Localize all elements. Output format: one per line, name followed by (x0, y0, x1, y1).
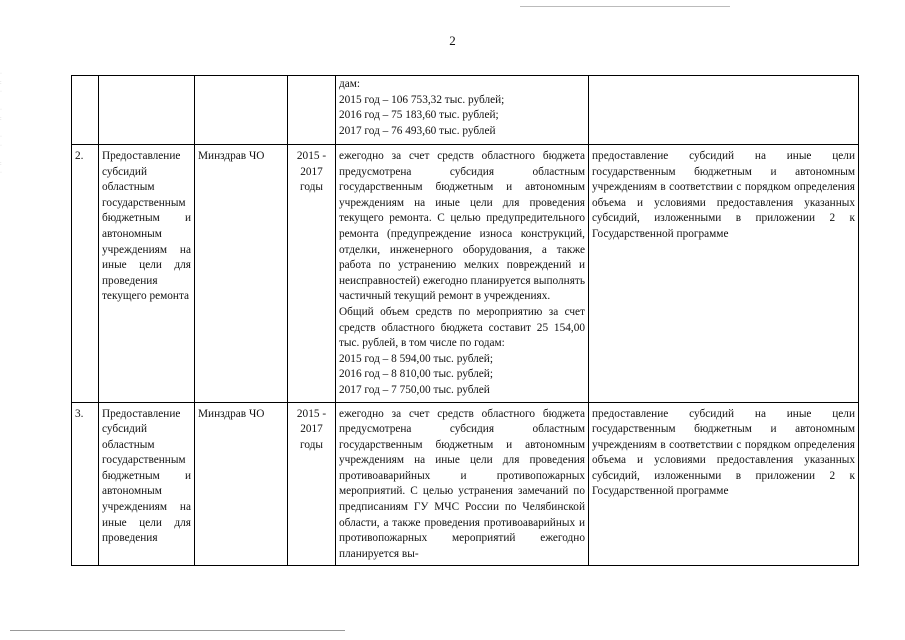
continuation-line: 2017 год – 76 493,60 тыс. рублей (339, 124, 496, 137)
table-row (72, 145, 859, 403)
expected-result: предоставление субсидий на иные цели государственным бюджетным и автономным учреждениям в соответствии с порядком определения объема и условиями предоставления указанных субсидий, изложенными в приложении 2 к Государственной программе (589, 145, 859, 403)
description-cell (336, 76, 589, 145)
table-row (72, 402, 859, 566)
table-row-continuation (72, 76, 859, 145)
period: 2015 - 2017 годы (288, 145, 336, 403)
result-cell (589, 76, 859, 145)
years-cell (288, 76, 336, 145)
description-text: ежегодно за счет средств областного бюджета предусмотрена субсидия областным государственным бюджетным и автономным учреждениям на иные цели для проведения текущего ремонта. С целью предупредительного ремонта (предупреждение износа конструкций, отделки, инженерного оборудования, а также работа по устранению мелких повреждений и неисправностей) ежегодно планируется выполнять частичный текущий ремонт в учреждениях. (339, 150, 585, 303)
period: 2015 - 2017 годы (288, 402, 336, 566)
scan-top-rule (520, 6, 730, 7)
executor: Минздрав ЧО (195, 145, 288, 403)
year-amount: 2017 год – 7 750,00 тыс. рублей (339, 383, 490, 396)
executor-cell (195, 76, 288, 145)
total-text: Общий объем средств по мероприятию за счет средств областного бюджета составит 25 154,00 тыс. рублей, в том числе по годам: (339, 305, 585, 350)
description-text: ежегодно за счет средств областного бюджета предусмотрена субсидия областным государственным бюджетным и автономным учреждениям на иные цели для проведения противоаварийных и противопожарных мероприятий. С целью устранения замечаний по предписаниям ГУ МЧС России по Челябинской области, а также проведения противоаварийных и противопожарных мероприятий ежегодно планируется вы- (336, 402, 589, 566)
continuation-line: 2016 год – 75 183,60 тыс. рублей; (339, 109, 499, 122)
measure-name: Предоставление субсидий областным государственным бюджетным и автономным учреждениям на иные цели для проведения (99, 402, 195, 566)
name-cell (99, 76, 195, 145)
expected-result: предоставление субсидий на иные цели государственным бюджетным и автономным учреждениям в соответствии с порядком определения объема и условиями предоставления указанных субсидий, изложенными в приложении 2 к Государственной программе (589, 402, 859, 566)
row-number: 2. (72, 145, 99, 403)
measures-table (71, 75, 859, 566)
scan-margin-marks: · : · · : · · : · (0, 71, 2, 176)
continuation-line: 2015 год – 106 753,32 тыс. рублей; (339, 93, 505, 106)
executor: Минздрав ЧО (195, 402, 288, 566)
year-amount: 2016 год – 8 810,00 тыс. рублей; (339, 368, 493, 381)
continuation-line: дам: (339, 78, 361, 90)
measure-name: Предоставление субсидий областным государственным бюджетным и автономным учреждениям на иные цели для проведения текущего ремонта (99, 145, 195, 403)
page-number: 2 (449, 33, 456, 48)
num-cell (72, 76, 99, 145)
year-amount: 2015 год – 8 594,00 тыс. рублей; (339, 352, 493, 365)
row-number: 3. (72, 402, 99, 566)
scan-bottom-rule (10, 630, 345, 631)
description-cell (336, 145, 589, 403)
